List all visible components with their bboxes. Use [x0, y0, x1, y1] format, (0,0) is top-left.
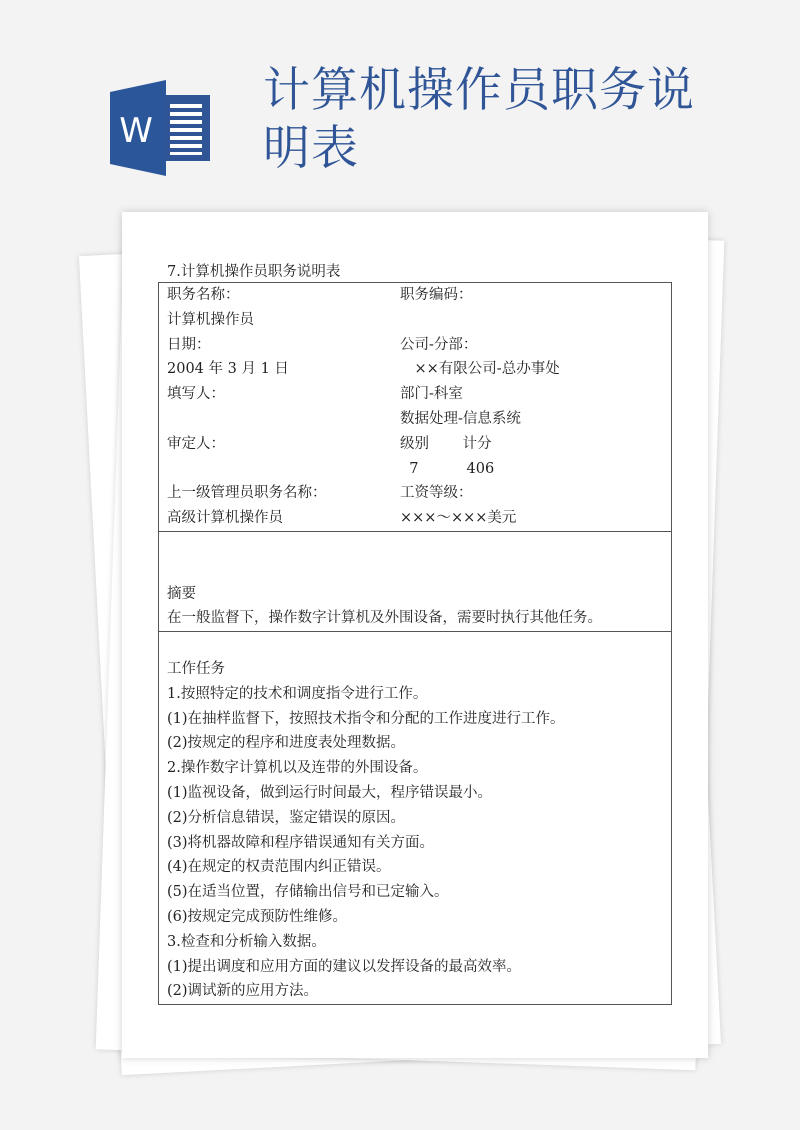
info-value-left: 填写人： [167, 386, 225, 403]
task-item: 1.按照特定的技术和调度指令进行工作。 [167, 685, 428, 702]
info-value-left: 计算机操作员 [167, 311, 254, 328]
info-row [167, 457, 663, 482]
task-item: (4)在规定的权责范围内纠正错误。 [167, 859, 391, 876]
info-row [167, 432, 663, 457]
task-item: (1)提出调度和应用方面的建议以发挥设备的最高效率。 [167, 958, 522, 975]
task-item: (2)分析信息错误，鉴定错误的原因。 [167, 809, 406, 826]
info-value-right: 7 406 [400, 460, 495, 477]
word-icon [110, 80, 212, 176]
summary-text: 在一般监督下，操作数字计算机及外围设备，需要时执行其他任务。 [167, 610, 602, 627]
document-title: 7.计算机操作员职务说明表 [167, 264, 341, 280]
info-value-right: 级别 计分 [400, 435, 492, 452]
info-value-left: 高级计算机操作员 [167, 510, 283, 527]
info-value-left: 日期： [167, 336, 211, 353]
task-item: (5)在适当位置，存储输出信号和已定输入。 [167, 884, 449, 901]
info-row [167, 382, 663, 407]
task-item: (1)在抽样监督下，按照技术指令和分配的工作进度进行工作。 [167, 710, 565, 727]
info-value-right [400, 308, 663, 333]
info-row [167, 308, 663, 333]
task-item: (2)按规定的程序和进度表处理数据。 [167, 735, 406, 752]
info-row [167, 407, 663, 432]
tasks-section [159, 631, 671, 1004]
info-row [167, 481, 663, 506]
info-value-right: ××有限公司-总办事处 [400, 361, 560, 378]
info-value-left: 职务名称： [167, 287, 240, 303]
svg-text:W: W [119, 111, 153, 151]
info-value-left: 审定人： [167, 435, 225, 452]
info-value-right: 部门-科室 [400, 386, 463, 403]
task-item: (3)将机器故障和程序错误通知有关方面。 [167, 834, 435, 851]
task-item: (1)监视设备，做到运行时间最大，程序错误最小。 [167, 784, 493, 801]
task-item: 3.检查和分析输入数据。 [167, 933, 326, 950]
info-value-left: 2004 年 3 月 1 日 [167, 361, 289, 378]
info-value-left [167, 457, 400, 482]
summary-heading: 摘要 [167, 585, 196, 602]
tasks-heading: 工作任务 [167, 660, 225, 677]
page-title: 计算机操作员职务说明表 [263, 63, 695, 176]
info-value-right: 公司-分部： [400, 336, 478, 353]
info-value-right: 工资等级： [400, 485, 473, 502]
info-value-right: ×××～×××美元 [400, 510, 517, 527]
summary-section [159, 531, 671, 631]
info-row [167, 506, 663, 531]
info-value-right: 职务编码： [400, 287, 473, 303]
info-row [167, 283, 663, 308]
task-item: (6)按规定完成预防性维修。 [167, 908, 348, 925]
job-description-table [158, 282, 672, 1005]
info-row [167, 333, 663, 358]
info-value-left [167, 407, 400, 432]
info-value-left: 上一级管理员职务名称： [167, 485, 327, 502]
info-value-right: 数据处理-信息系统 [400, 410, 521, 427]
task-item: 2.操作数字计算机以及连带的外围设备。 [167, 760, 428, 777]
task-item: (2)调试新的应用方法。 [167, 983, 319, 1000]
info-row [167, 357, 663, 382]
document-page [122, 212, 708, 1058]
info-section [159, 283, 671, 531]
